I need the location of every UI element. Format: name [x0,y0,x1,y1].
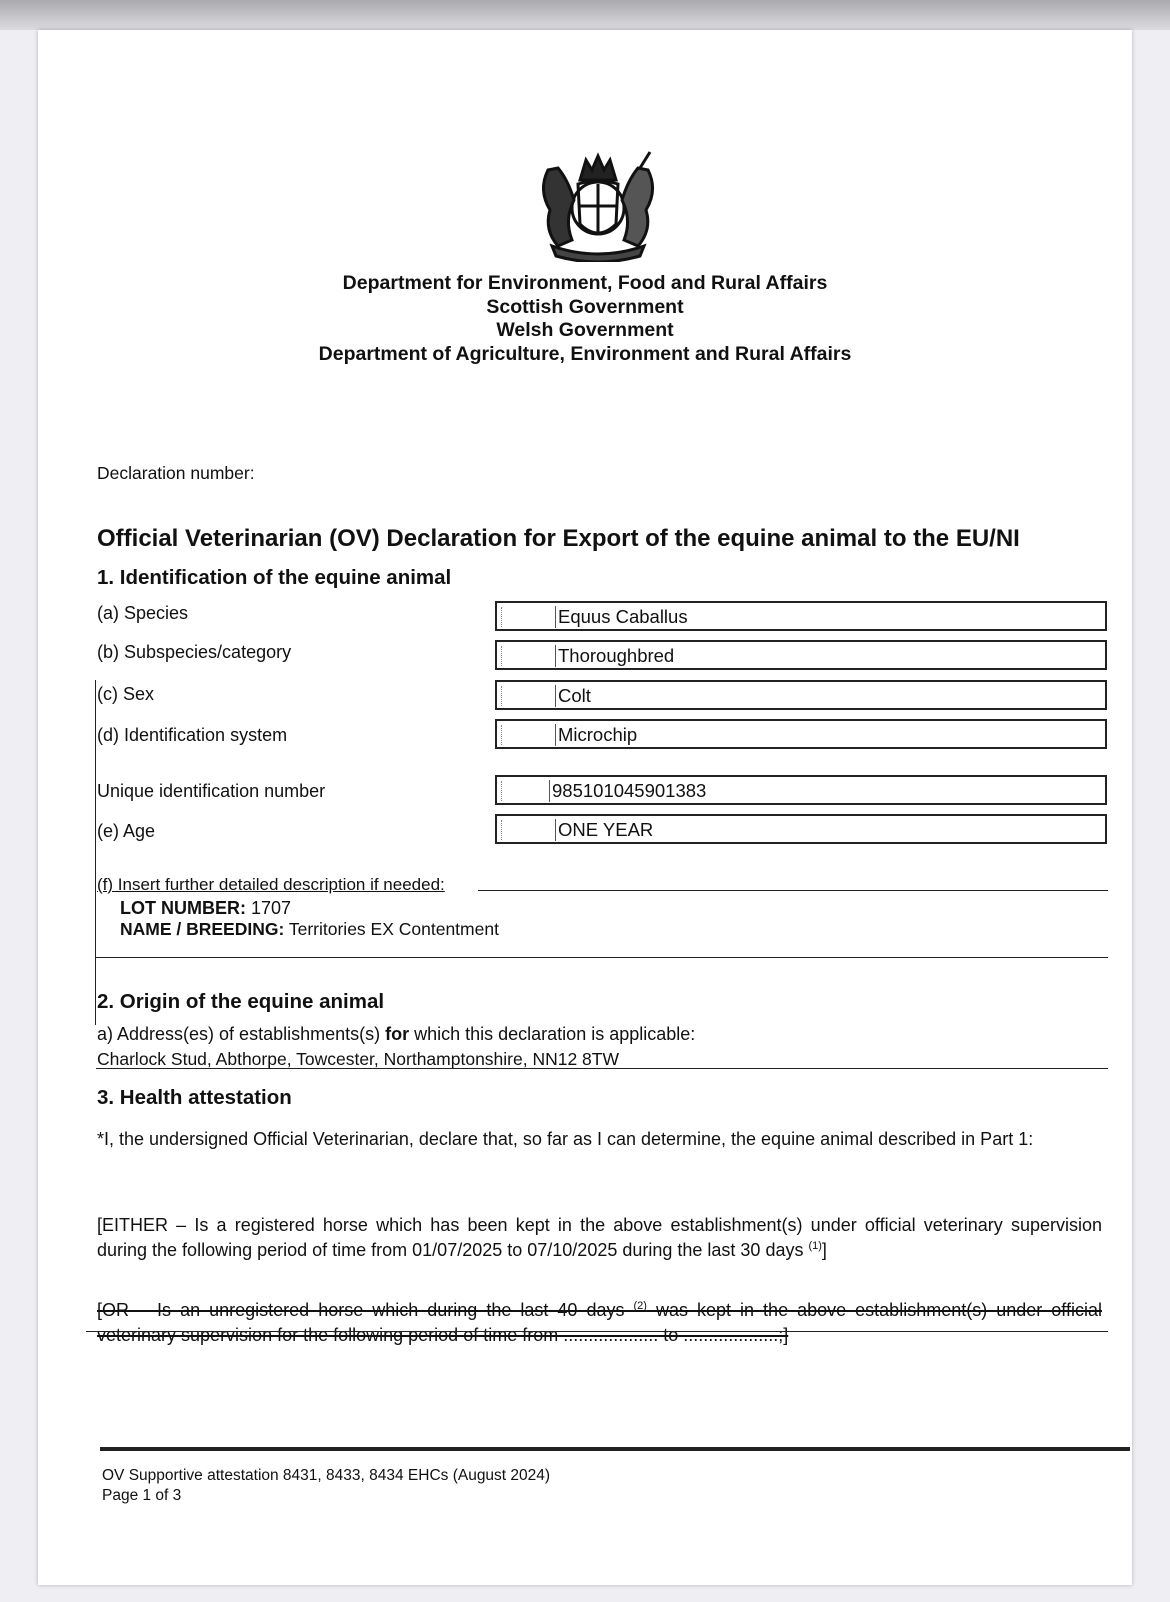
unique-id-label: Unique identification number [97,781,326,801]
age-value: ONE YEAR [555,819,653,841]
sex-value: Colt [555,685,591,707]
species-label: (a) Species [97,603,189,623]
unique-id-field[interactable] [495,775,1107,805]
address-rule [96,1068,1108,1069]
name-breeding [120,919,499,940]
department-header [38,272,1132,366]
address-label: a) Address(es) of establishments(s) for which this declaration is applicable: [97,1024,696,1044]
lot-number-label: LOT NUMBER: [120,898,246,918]
lot-number-value: 1707 [251,898,292,918]
address-value: Charlock Stud, Abthorpe, Towcester, Northamptonshire, NN12 8TW [97,1049,620,1069]
department-line: Scottish Government [486,295,684,318]
or-clause-struck: [OR – Is an unregistered horse which during the last 40 days $^{(2)}$ was kept in the above establishment(s) under official veterinary supervision for the following period of time from ................... to ...................;] [97,1300,1102,1345]
subspecies-field[interactable] [495,640,1107,670]
unique-id-value: 985101045901383 [549,780,706,802]
section-1-bottom-rule [96,957,1108,958]
or-clause-rule [86,1331,1108,1332]
section-2-title: 2. Origin of the equine animal [97,990,385,1013]
royal-coat-of-arms-icon [528,150,668,262]
species-field[interactable] [495,601,1107,631]
name-breeding-value: Territories EX Contentment [288,919,499,939]
department-line: Department for Environment, Food and Rural Affairs [342,272,828,294]
left-margin-rule [95,680,96,1025]
species-value: Equus Caballus [555,606,688,628]
further-description-label: (f) Insert further detailed description if needed: [97,875,445,894]
subspecies-value: Thoroughbred [555,645,674,667]
identification-system-label: (d) Identification system [97,725,288,745]
subspecies-label: (b) Subspecies/category [97,642,292,662]
further-description-rule [478,890,1108,891]
department-line: Welsh Government [496,319,674,341]
footer-reference: OV Supportive attestation 8431, 8433, 8434 EHCs (August 2024) [102,1467,551,1484]
page-number: Page 1 of 3 [102,1487,182,1504]
viewer-top-shade [0,0,1170,30]
section-3-title: 3. Health attestation [97,1086,292,1109]
department-line: Department of Agriculture, Environment and Rural Affairs [318,342,852,365]
document-title: Official Veterinarian (OV) Declaration for Export of the equine animal to the EU/NI [97,525,1020,552]
declaration-number-label: Declaration number: [97,463,255,483]
identification-system-value: Microchip [555,724,637,746]
lot-number [120,898,291,919]
sex-field[interactable] [495,680,1107,710]
page-footer [102,1466,550,1506]
age-field[interactable] [495,814,1107,844]
sex-label: (c) Sex [97,684,155,704]
section-1-title: 1. Identification of the equine animal [97,566,452,589]
name-breeding-label: NAME / BREEDING: [120,919,285,939]
age-label: (e) Age [97,821,156,841]
document-page [38,30,1132,1585]
either-clause: [EITHER – Is a registered horse which has been kept in the above establishment(s) under official veterinary supervision during the following period of time from 01/07/2025 to 07/10/2025 during the last 30 days $^{(1)}$] [97,1215,1102,1260]
footer-rule [100,1447,1130,1451]
attestation-intro: *I, the undersigned Official Veterinarian, declare that, so far as I can determine, the equine animal described in Part 1: [97,1129,1034,1149]
identification-system-field[interactable] [495,719,1107,749]
